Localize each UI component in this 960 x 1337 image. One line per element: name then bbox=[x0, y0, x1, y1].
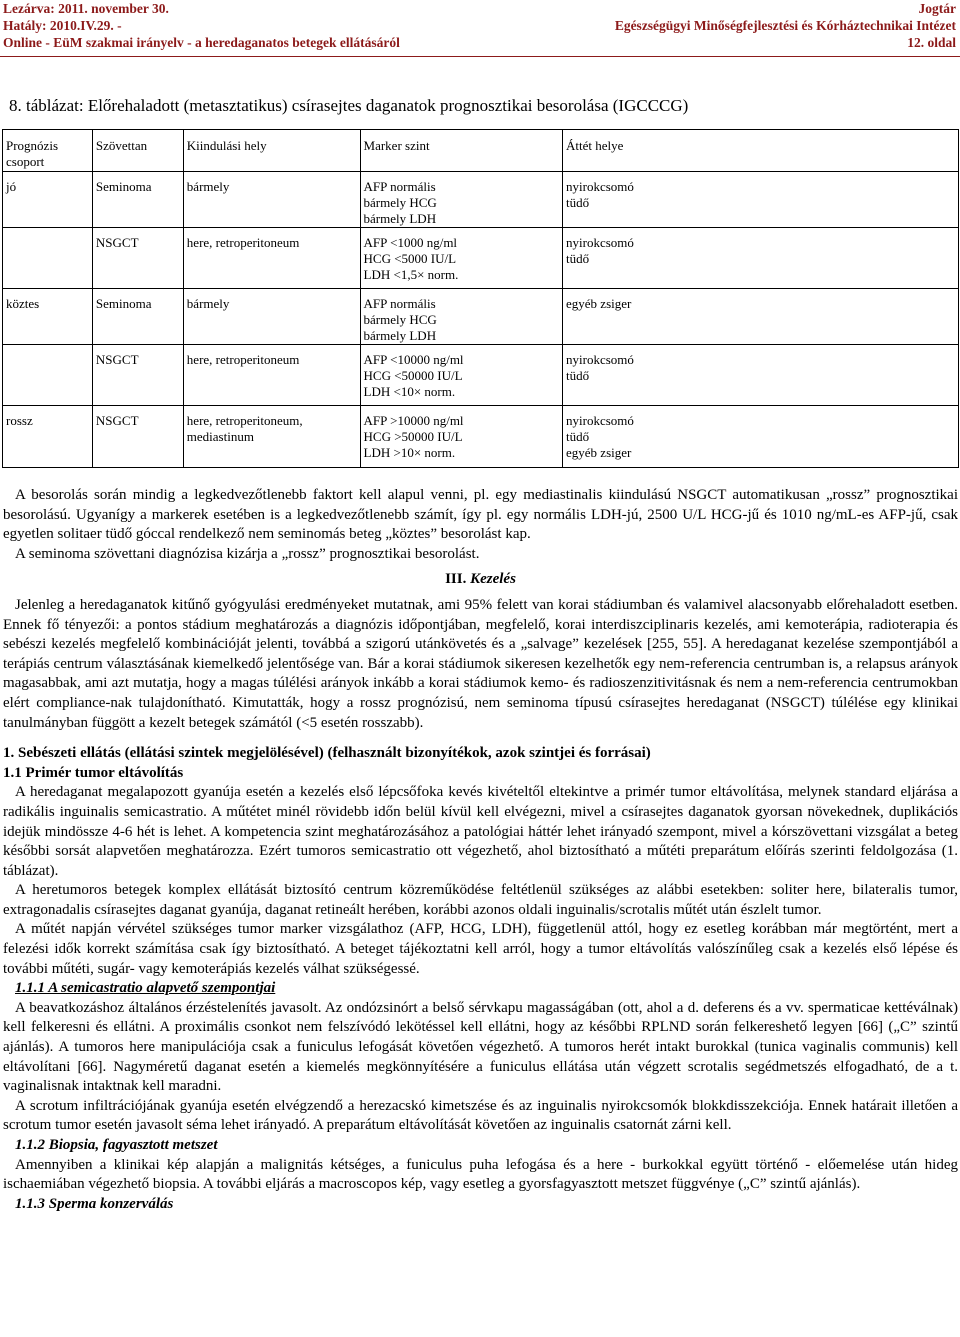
cell-histology: NSGCT bbox=[92, 228, 183, 289]
cell-markers bbox=[360, 228, 563, 289]
marker-line: LDH >10× norm. bbox=[363, 445, 456, 460]
cell-metastasis bbox=[563, 406, 959, 468]
cell-histology: Seminoma bbox=[92, 289, 183, 345]
header-document-title: Online - EüM szakmai irányelv - a heredaganatos betegek ellátásáról bbox=[3, 35, 400, 50]
marker-line: AFP normális bbox=[363, 296, 436, 311]
cell-group: köztes bbox=[3, 289, 93, 345]
marker-line: bármely LDH bbox=[363, 328, 437, 343]
table-caption: 8. táblázat: Előrehaladott (metasztatikus) csírasejtes daganatok prognosztikai besorolása (IGCCCG) bbox=[9, 96, 689, 115]
paragraph: Amennyiben a klinikai kép alapján a malignitás kétséges, a funiculus puha lefogása és a here - burkokkal együtt történő - előemelése után hideg ischaemiában végezhető biopsia. A további eljárás a macroscopos kép, vagy esetleg a gyorsfagyasztott metszet függvénye („C” szintű ajánlás). bbox=[3, 1156, 958, 1193]
metastasis-line: egyéb zsiger bbox=[566, 296, 632, 311]
cell-metastasis bbox=[563, 289, 959, 345]
marker-line: LDH <10× norm. bbox=[363, 384, 456, 399]
subsection-heading: 1.1.2 Biopsia, fagyasztott metszet bbox=[15, 1137, 218, 1153]
cell-markers bbox=[360, 172, 563, 228]
cell-histology: NSGCT bbox=[92, 406, 183, 468]
page-header-right bbox=[615, 0, 956, 51]
metastasis-line: tüdő bbox=[566, 429, 590, 444]
subsection-heading-text: 1.1.1 A semicastratio alapvető szempontjai bbox=[15, 980, 276, 997]
cell-origin: bármely bbox=[183, 172, 360, 228]
paragraph: A beavatkozáshoz általános érzéstelenítés javasolt. Az ondózsinórt a belső sérvkapu magasságában (ott, ahol a d. deferens és a vv. spermaticae kettéválnak) kell felkeresni és ellátni. A proximális csonkot nem felszívódó lekötéssel kell ellátni, hogy az későbbi RPLND során felkereshető legyen [66] („C” szintű ajánlás). A tumoros here manipulációja csak a funiculus lefogását követően végezhető. A tumoros herét intakt burokkal (tunica vaginalis communis) kell eltávolítani [66]. Nagyméretű daganat esetén a kiemelés megkönnyítésére a funiculus ellátása után végzett scrotalis segédmetszés elfogadható, de a t. vaginalisnak intaktnak kell maradni. bbox=[3, 999, 958, 1095]
marker-line: HCG <5000 IU/L bbox=[363, 251, 457, 266]
cell-origin: here, retroperitoneum bbox=[183, 345, 360, 406]
column-header: Áttét helye bbox=[563, 130, 959, 172]
subsection-heading: 1.1.3 Sperma konzerválás bbox=[15, 1195, 174, 1212]
header-page-number: 12. oldal bbox=[907, 35, 956, 50]
metastasis-line: egyéb zsiger bbox=[566, 445, 632, 460]
marker-line: bármely HCG bbox=[363, 195, 437, 210]
table-header-row bbox=[3, 130, 959, 172]
table-row bbox=[3, 406, 959, 468]
cell-group: jó bbox=[3, 172, 93, 228]
cell-origin: here, retroperitoneum bbox=[183, 228, 360, 289]
metastasis-line: tüdő bbox=[566, 368, 590, 383]
subsection-heading bbox=[3, 979, 958, 999]
metastasis-line: nyirokcsomó bbox=[566, 235, 634, 250]
marker-line: AFP normális bbox=[363, 179, 436, 194]
cell-group: rossz bbox=[3, 406, 93, 468]
cell-group bbox=[3, 345, 93, 406]
cell-origin: here, retroperitoneum, mediastinum bbox=[183, 406, 360, 468]
marker-line: HCG <50000 IU/L bbox=[363, 368, 463, 383]
table-note: A besorolás során mindig a legkedvezőtlenebb faktort kell alapul venni, pl. egy mediastinalis kiindulású NSGCT automatikusan „rossz” prognosztikai besorolású. Ugyanígy a markerek esetében is a legkedvezőtlenebb számít, így pl. egy normális LDH-jú, 2500 U/L HCG-jű és 1010 ng/mL-es AFP-jű, csak egyetlen solitaer tüdő góccal rendelkező nem seminomás beteg „köztes” besorolást kap. bbox=[3, 487, 958, 543]
table-row bbox=[3, 228, 959, 289]
paragraph: A heretumoros betegek komplex ellátását biztosító centrum közreműködése feltétlenül szükséges az alábbi esetekben: soliter here, bilateralis tumor, extragonadalis csírasejtes daganat gyanúja, daganat retineált herében, korábbi azonos oldali inguinalis/scrotalis műtét után észlelt tumor. bbox=[3, 882, 958, 918]
section-heading bbox=[3, 570, 958, 590]
marker-line: LDH <1,5× norm. bbox=[363, 267, 459, 282]
subsection-heading: 1.1 Primér tumor eltávolítás bbox=[3, 764, 184, 781]
paragraph: A heredaganat megalapozott gyanúja esetén a kezelés első lépcsőfoka kevés kivételtől eltekintve a primér tumor eltávolítása, melynek standard eljárása a radikális inguinalis semicastratio. A műtétet minél rövidebb időn belül kívül kell elvégezni, mivel a csírasejtes daganatok gyorsan növekednek, duplikációs idejük mindössze 4-6 hét is lehet. A kompetencia szint meghatározásához a patológiai háttér lehet irányadó szempont, mivel a kórszövettani vizsgálat a beteg későbbi sorsát alapvetően meghatározza. Ezért tumoros semicastratio ott végezhető, ahol biztosítható a műtéti preparátum előírás szerinti feldolgozása (1. táblázat). bbox=[3, 784, 958, 879]
section-title: Kezelés bbox=[470, 571, 516, 588]
header-divider bbox=[0, 56, 960, 57]
cell-markers bbox=[360, 289, 563, 345]
section-numeral: III. bbox=[445, 571, 467, 588]
marker-line: AFP <1000 ng/ml bbox=[363, 235, 458, 250]
marker-line: bármely LDH bbox=[363, 211, 437, 226]
cell-metastasis bbox=[563, 345, 959, 406]
cell-histology: NSGCT bbox=[92, 345, 183, 406]
column-header: Kiindulási hely bbox=[183, 130, 360, 172]
header-institute: Egészségügyi Minőségfejlesztési és Kórháztechnikai Intézet bbox=[614, 18, 956, 33]
cell-markers bbox=[360, 345, 563, 406]
marker-line: HCG >50000 IU/L bbox=[363, 429, 463, 444]
cell-histology: Seminoma bbox=[92, 172, 183, 228]
paragraph: A műtét napján vérvétel szükséges tumor marker vizsgálathoz (AFP, HCG, LDH), függetlenül attól, hogy ez esetleg korábban már megtörtént, mert a felezési idők korrekt számítása csak így biztosítható. A beteget tájékoztatni kell arról, hogy a tumor eltávolítás valószínűleg csak a kezelés első lépése és további műtéti, sugár- vagy kemoterápiás kezelés válhat szükségessé. bbox=[3, 921, 958, 977]
marker-line: AFP >10000 ng/ml bbox=[363, 413, 464, 428]
table-row bbox=[3, 289, 959, 345]
table-note: A seminoma szövettani diagnózisa kizárja a „rossz” prognosztikai besorolást. bbox=[15, 545, 480, 562]
column-header: Marker szint bbox=[360, 130, 563, 172]
header-closed-date: Lezárva: 2011. november 30. bbox=[3, 1, 169, 16]
cell-metastasis bbox=[563, 172, 959, 228]
cell-markers bbox=[360, 406, 563, 468]
cell-group bbox=[3, 228, 93, 289]
header-publisher: Jogtár bbox=[918, 1, 956, 16]
marker-line: AFP <10000 ng/ml bbox=[363, 352, 464, 367]
table-row bbox=[3, 172, 959, 228]
metastasis-line: nyirokcsomó bbox=[566, 413, 634, 428]
metastasis-line: tüdő bbox=[566, 195, 590, 210]
paragraph: A scrotum infiltrációjának gyanúja esetén elvégzendő a herezacskó kimetszése és az inguinalis nyirokcsomók blokkdisszekciója. Ennek határait illetően a scrotum tumor esetén javasolt séma lehet irányadó. A preparátum eltávolítását követően az inguinalis csatornát zárni kell. bbox=[3, 1097, 958, 1134]
prognosis-table bbox=[2, 129, 959, 468]
cell-metastasis bbox=[563, 228, 959, 289]
paragraph: Jelenleg a heredaganatok kitűnő gyógyulási eredményeket mutatnak, ami 95% felett van korai stádiumban és valamivel alacsonyabb előrehaladott esetben. Ennek fő tényezői: a pontos stádium meghatározás a diagnózis időpontjában, megfelelő, korai interdiszciplinaris kezelés, ami kemoterápia, radioterapia és sebészi kezelés megfelelő kombinációját jelenti, továbbá a szigorú utánkövetés és a „salvage” kezelések [255, 55]. A heredaganat kezelése szempontjából a terápiás centrum választásának kiemelkedő jelentősége van. Bár a korai stádiumok sikeresen kezelhetők egy nem-referencia centrumban is, a relapsus arányok magasabbak, ami azt mutatja, hogy a magas túlélési arányok inkább a korai stádiumok kemo- és radioszenzitivitásnak és nem a nem-referencia centrumokban elért compliance-nak tulajdonítható. Kimutatták, hogy a rossz prognózisú, nem seminoma típusú csírasejtes heredaganat (NSGCT) túlélése egy klinikai tanulmányban függött a kezelt betegek számától (<5 esetén rosszabb). bbox=[3, 596, 958, 731]
header-effective-date: Hatály: 2010.IV.29. - bbox=[3, 18, 122, 33]
marker-line: bármely HCG bbox=[363, 312, 437, 327]
metastasis-line: nyirokcsomó bbox=[566, 352, 634, 367]
column-header: Szövettan bbox=[92, 130, 183, 172]
column-header: Prognózis csoport bbox=[3, 130, 93, 172]
cell-origin: bármely bbox=[183, 289, 360, 345]
subsection-heading: 1. Sebészeti ellátás (ellátási szintek megjelölésével) (felhasznált bizonyítékok, azok szintjei és forrásai) bbox=[3, 745, 651, 762]
page-header-left bbox=[3, 0, 400, 51]
document-body bbox=[3, 486, 958, 1214]
table-row bbox=[3, 345, 959, 406]
metastasis-line: nyirokcsomó bbox=[566, 179, 634, 194]
metastasis-line: tüdő bbox=[566, 251, 590, 266]
